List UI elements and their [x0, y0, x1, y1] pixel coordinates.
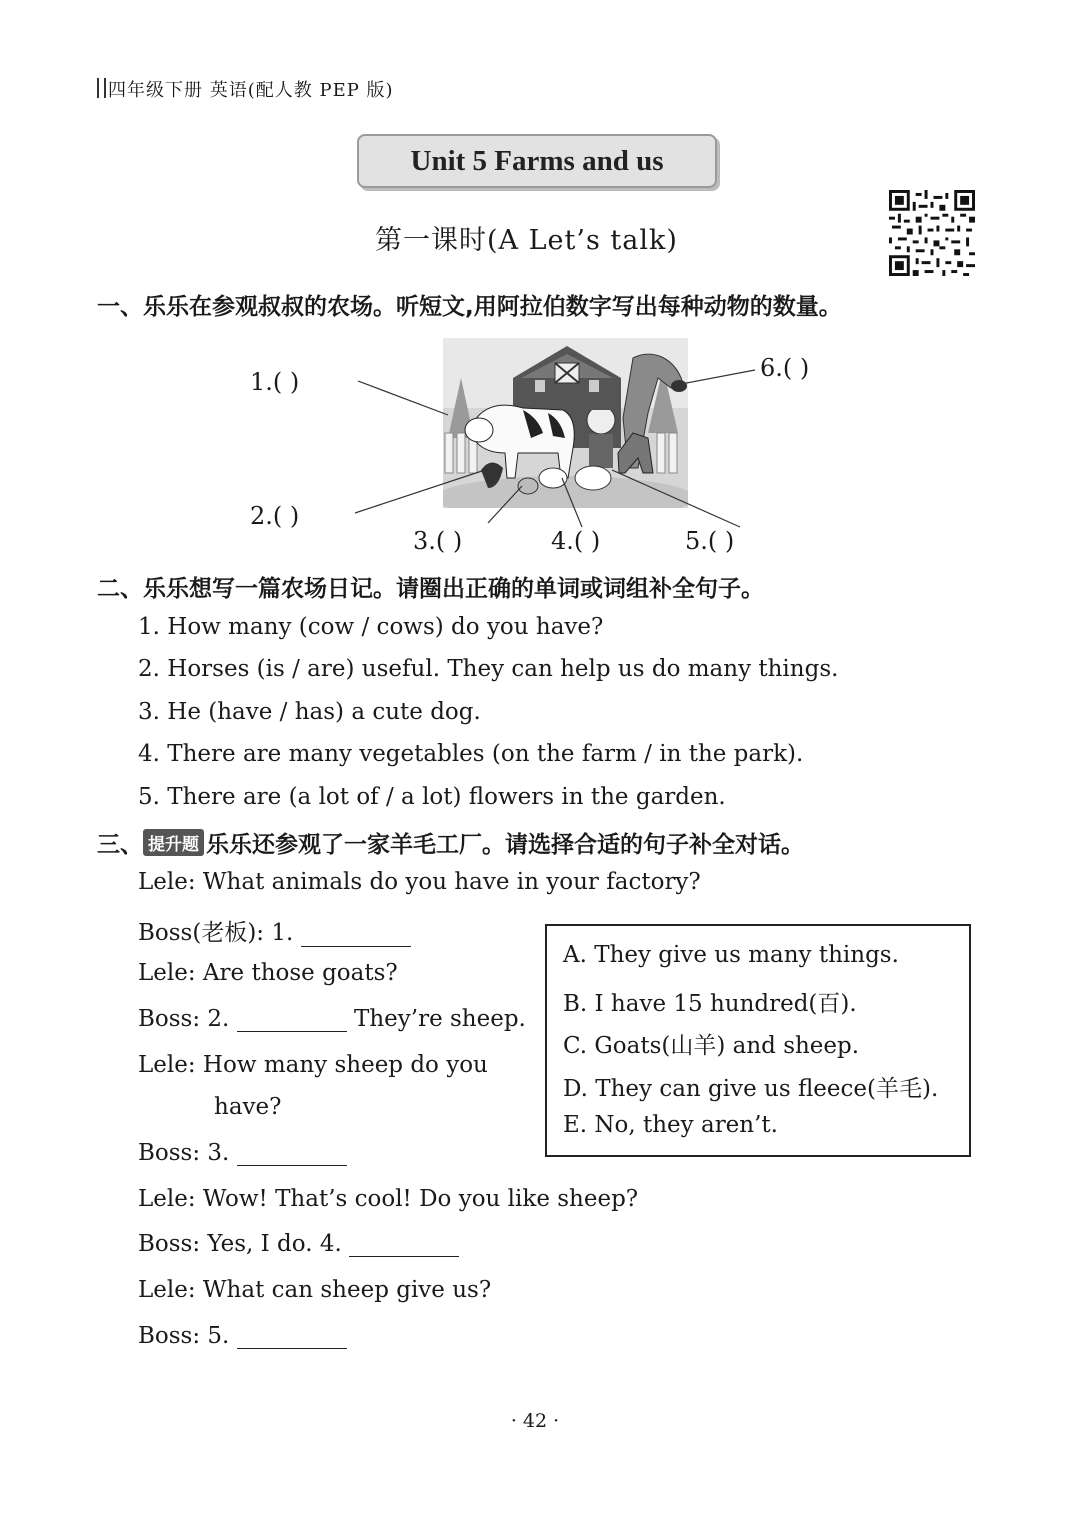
page-number: · 42 · — [510, 1410, 560, 1432]
dialog-speaker: Boss: — [138, 1323, 201, 1349]
dialog-text-after: They’re sheep. — [354, 1006, 526, 1032]
header-text: 四年级下册 英语(配人教 PEP 版) — [108, 80, 394, 101]
callout-6[interactable]: 6.( ) — [760, 354, 810, 382]
callout-1[interactable]: 1.( ) — [250, 368, 300, 396]
answer-blank-2[interactable] — [237, 1009, 347, 1032]
section3-heading: 乐乐还参观了一家羊毛工厂。请选择合适的句子补全对话。 — [206, 832, 804, 858]
dialog-speaker: Lele: — [138, 869, 196, 895]
section2-item-1[interactable]: 1. How many (cow / cows) do you have? — [138, 614, 604, 640]
option-b[interactable]: B. I have 15 hundred(百). — [563, 991, 857, 1017]
dialog-speaker: Boss(老板): — [138, 920, 265, 946]
option-c[interactable]: C. Goats(山羊) and sheep. — [563, 1033, 860, 1059]
dialog-text: 5. — [207, 1323, 230, 1349]
callout-line-5 — [612, 470, 740, 527]
dialog-text: Are those goats? — [202, 960, 398, 986]
dialog-line-8 — [138, 1186, 638, 1212]
section2-item-5[interactable]: 5. There are (a lot of / a lot) flowers in the garden. — [138, 784, 726, 810]
option-d[interactable]: D. They can give us fleece(羊毛). — [563, 1076, 939, 1102]
callout-line-6 — [676, 370, 755, 385]
dialog-line-2 — [138, 914, 411, 947]
option-e[interactable]: E. No, they aren’t. — [563, 1112, 778, 1138]
dialog-speaker: Lele: — [138, 1052, 196, 1078]
answer-blank-4[interactable] — [349, 1234, 459, 1257]
callout-line-2 — [355, 467, 494, 513]
dialog-speaker: Lele: — [138, 1186, 196, 1212]
unit-title: Unit 5 Farms and us — [410, 145, 664, 177]
callout-line-3 — [488, 486, 522, 523]
dialog-speaker: Lele: — [138, 960, 196, 986]
section3-heading-row — [97, 826, 804, 859]
callout-line-1 — [358, 381, 448, 415]
callout-line-4 — [562, 478, 582, 527]
section3-badge: 提升题 — [143, 829, 204, 856]
dialog-text: What can sheep give us? — [202, 1277, 492, 1303]
section2-item-3[interactable]: 3. He (have / has) a cute dog. — [138, 699, 481, 725]
dialog-line-3 — [138, 960, 398, 986]
dialog-line-7 — [138, 1140, 347, 1166]
dialog-line-11 — [138, 1323, 347, 1349]
dialog-text: 2. — [207, 1006, 230, 1032]
dialog-speaker: Boss: — [138, 1006, 201, 1032]
answer-blank-5[interactable] — [237, 1326, 347, 1349]
lesson-title: 第一课时(A Let’s talk) — [375, 225, 678, 256]
callout-4[interactable]: 4.( ) — [551, 527, 601, 555]
dialog-speaker: Lele: — [138, 1277, 196, 1303]
dialog-text: What animals do you have in your factory? — [202, 869, 701, 895]
section2-item-4[interactable]: 4. There are many vegetables (on the farm / in the park). — [138, 741, 804, 767]
callout-3[interactable]: 3.( ) — [413, 527, 463, 555]
section3-prefix: 三、 — [97, 832, 143, 858]
option-a[interactable]: A. They give us many things. — [563, 942, 899, 968]
dialog-line-1 — [138, 869, 701, 895]
dialog-text: 3. — [207, 1140, 230, 1166]
dialog-text: have? — [214, 1094, 282, 1120]
answer-blank-3[interactable] — [237, 1143, 347, 1166]
callout-2[interactable]: 2.( ) — [250, 502, 300, 530]
dialog-line-5 — [138, 1052, 488, 1078]
dialog-line-10 — [138, 1277, 491, 1303]
dialog-text: Wow! That’s cool! Do you like sheep? — [202, 1186, 639, 1212]
section1-heading: 一、乐乐在参观叔叔的农场。听短文,用阿拉伯数字写出每种动物的数量。 — [97, 294, 842, 320]
dialog-speaker: Boss: — [138, 1231, 201, 1257]
dialog-line-9 — [138, 1231, 459, 1257]
dialog-line-4 — [138, 1006, 526, 1032]
dialog-text: Yes, I do. 4. — [207, 1231, 342, 1257]
callout-5[interactable]: 5.( ) — [685, 527, 735, 555]
section2-item-2[interactable]: 2. Horses (is / are) useful. They can help us do many things. — [138, 656, 839, 682]
dialog-text: How many sheep do you — [202, 1052, 488, 1078]
dialog-line-6 — [214, 1094, 281, 1120]
section2-heading: 二、乐乐想写一篇农场日记。请圈出正确的单词或词组补全句子。 — [97, 576, 764, 602]
dialog-text: 1. — [271, 920, 294, 946]
dialog-speaker: Boss: — [138, 1140, 201, 1166]
answer-blank-1[interactable] — [301, 924, 411, 947]
